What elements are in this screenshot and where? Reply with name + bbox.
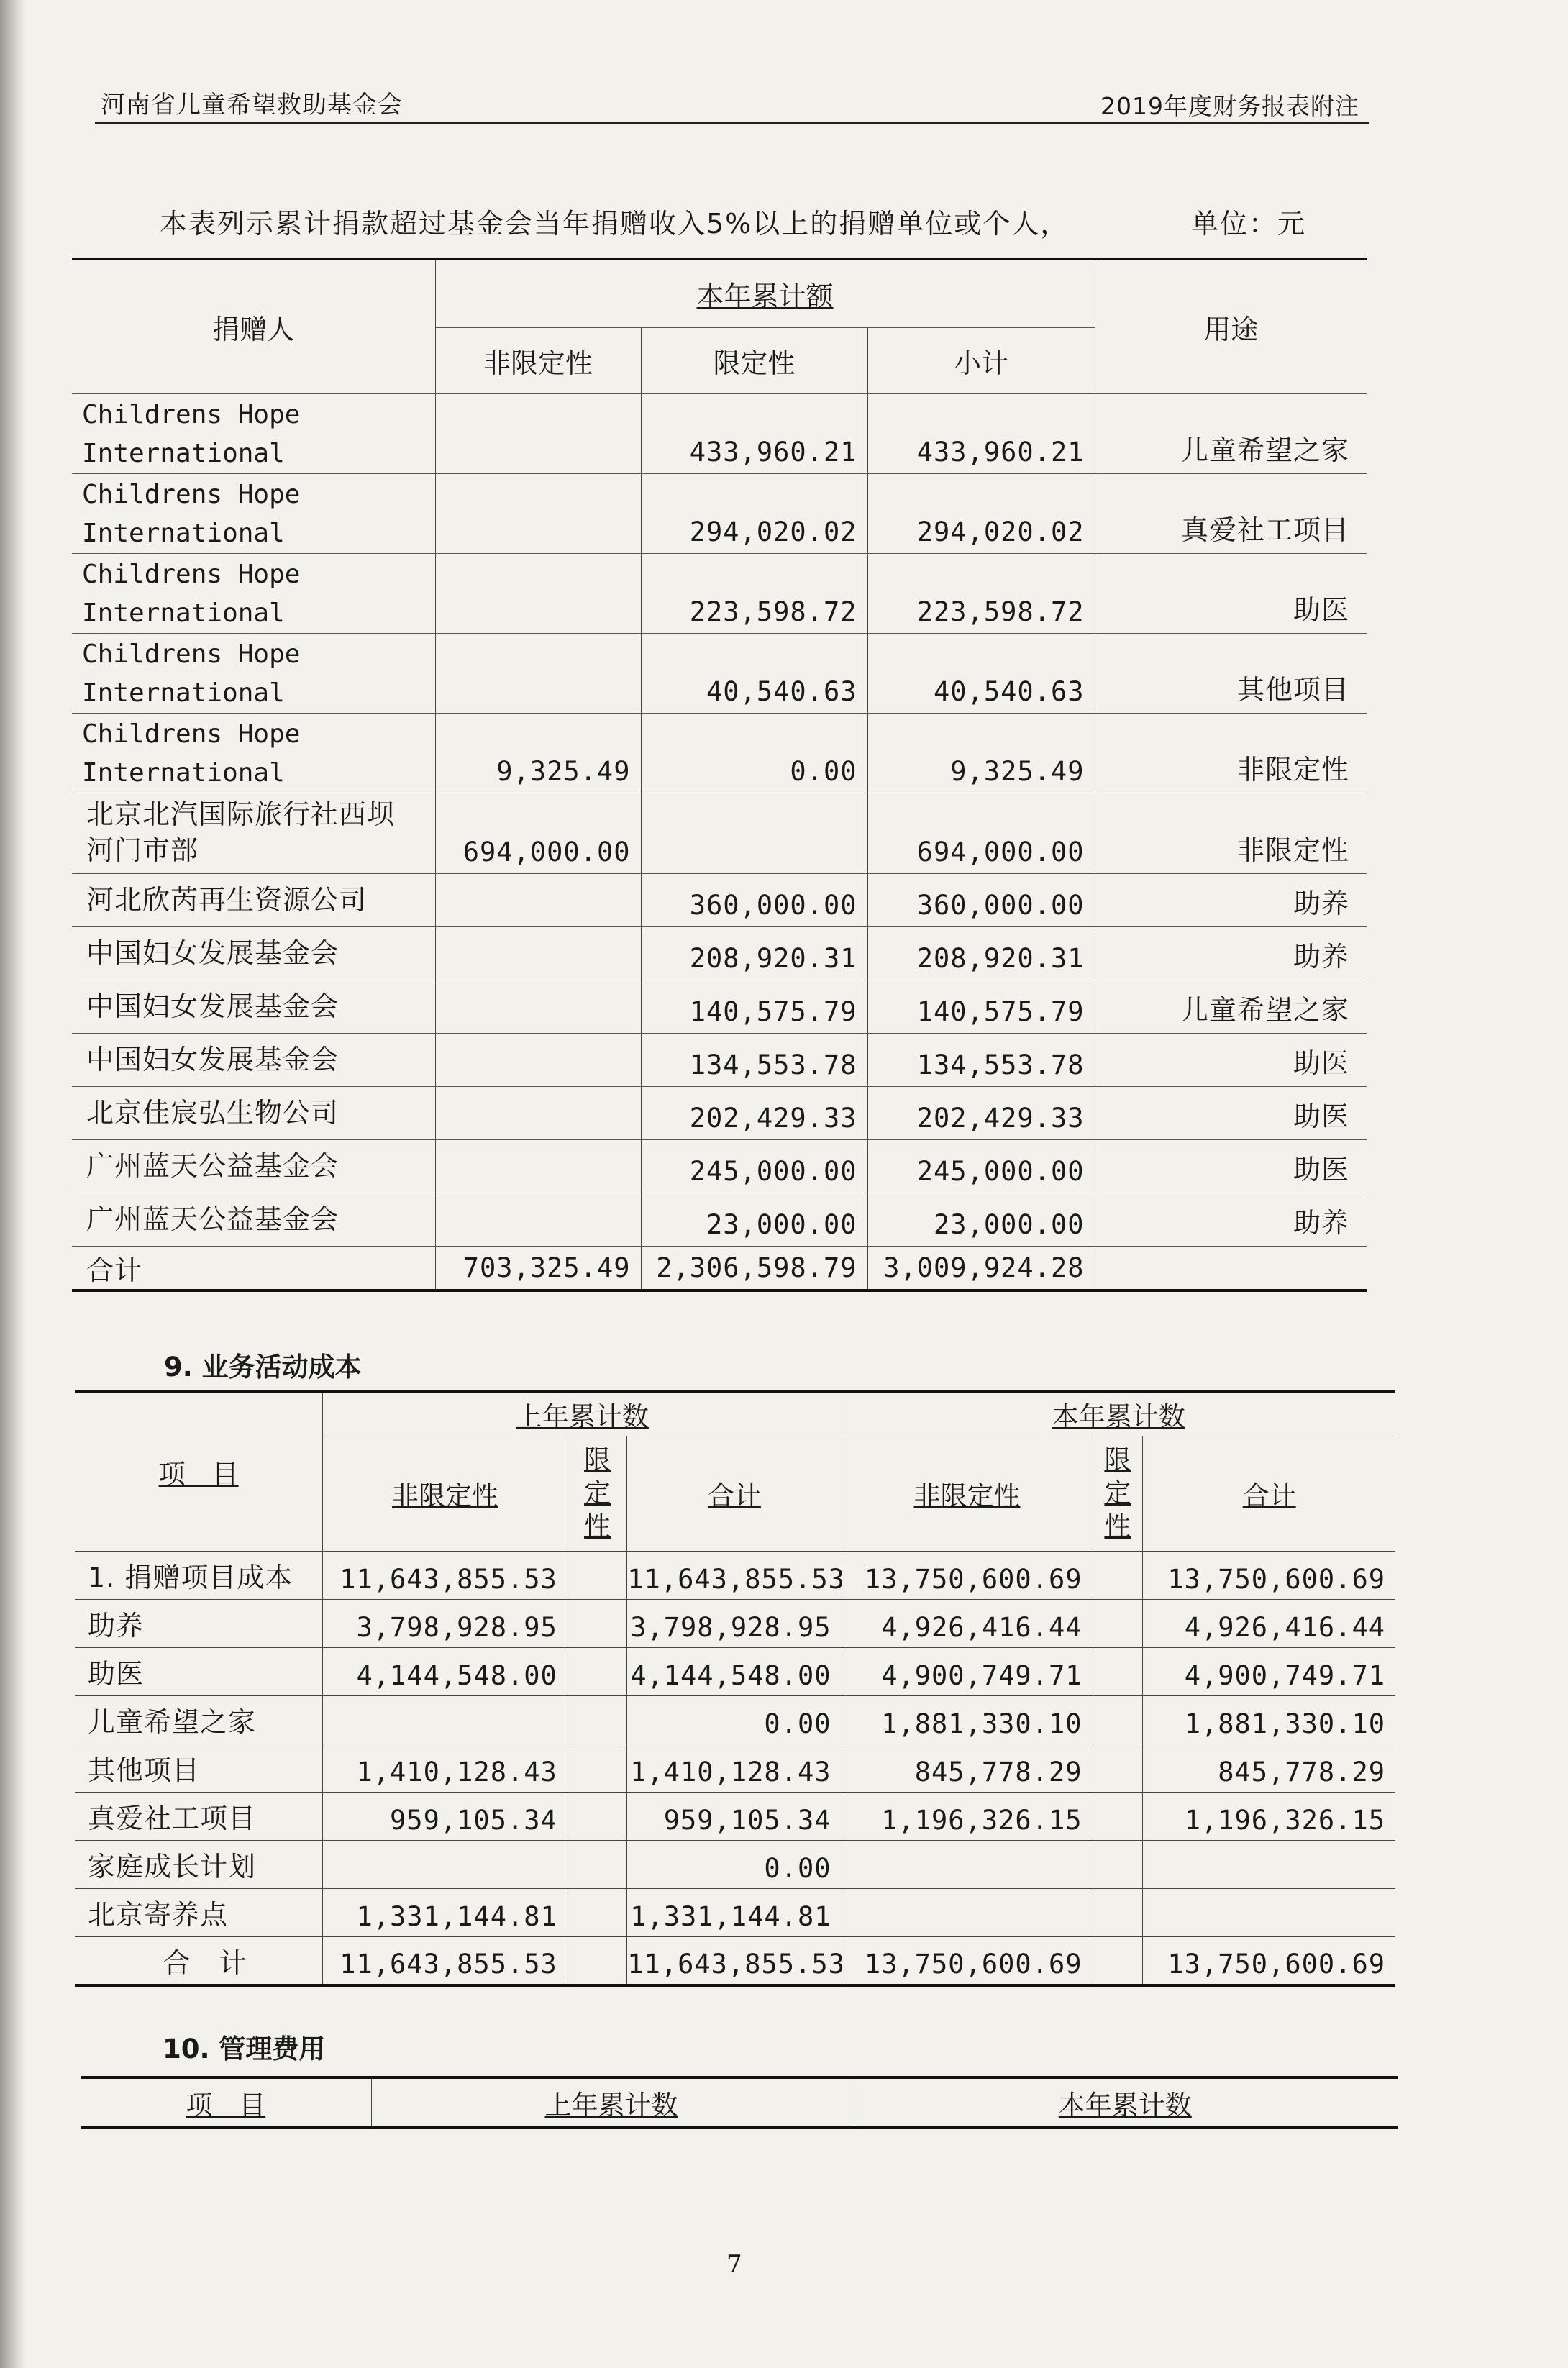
unrestricted-amount: 694,000.00 <box>435 793 641 873</box>
prev-total: 0.00 <box>627 1695 842 1744</box>
col-curr-unrestricted: 非限定性 <box>842 1436 1093 1551</box>
restricted-amount: 0.00 <box>641 713 867 793</box>
donor-name-line: International <box>82 757 285 788</box>
purpose: 助医 <box>1095 553 1367 633</box>
donor-name-line: International <box>82 438 285 468</box>
table-row <box>72 793 1367 873</box>
prev-unrestricted: 11,643,855.53 <box>323 1551 568 1599</box>
col-restricted: 限定性 <box>641 327 867 393</box>
prev-restricted <box>568 1647 626 1695</box>
purpose: 儿童希望之家 <box>1095 980 1367 1033</box>
unrestricted-amount <box>435 873 641 926</box>
donor-name-line: Childrens Hope <box>82 639 301 669</box>
col-subtotal: 小计 <box>867 327 1095 393</box>
unrestricted-amount <box>435 1033 641 1086</box>
intro-text: 本表列示累计捐款超过基金会当年捐赠收入5%以上的捐赠单位或个人， <box>160 208 1070 240</box>
total-prev-unrestricted: 11,643,855.53 <box>323 1936 568 1985</box>
table-row <box>75 1888 1395 1936</box>
curr-total <box>1143 1840 1395 1888</box>
table-row <box>75 1840 1395 1888</box>
table-row <box>72 926 1367 980</box>
col-curr-year: 本年累计数 <box>852 2077 1398 2128</box>
donor-name-line: Childrens Hope <box>82 399 301 429</box>
cost-item: 助医 <box>75 1647 323 1695</box>
management-expense-table <box>81 2076 1398 2129</box>
curr-unrestricted: 13,750,600.69 <box>842 1551 1093 1599</box>
donor-name <box>72 793 435 873</box>
total-prev-total: 11,643,855.53 <box>627 1936 842 1985</box>
prev-restricted <box>568 1695 626 1744</box>
donor-name <box>72 633 435 713</box>
donor-name-line: Childrens Hope <box>82 479 301 509</box>
donor-name <box>72 1139 435 1193</box>
curr-restricted <box>1093 1840 1143 1888</box>
restricted-amount: 245,000.00 <box>641 1139 867 1193</box>
subtotal-amount: 694,000.00 <box>867 793 1095 873</box>
col-purpose: 用途 <box>1095 259 1367 393</box>
curr-unrestricted: 1,881,330.10 <box>842 1695 1093 1744</box>
total-label: 合 计 <box>75 1936 323 1985</box>
subtotal-amount: 140,575.79 <box>867 980 1095 1033</box>
curr-restricted <box>1093 1647 1143 1695</box>
subtotal-amount: 245,000.00 <box>867 1139 1095 1193</box>
cost-item: 1. 捐赠项目成本 <box>75 1551 323 1599</box>
curr-unrestricted <box>842 1840 1093 1888</box>
donor-name-line: 北京北汽国际旅行社西坝 <box>86 798 396 830</box>
total-restricted: 2,306,598.79 <box>641 1246 867 1290</box>
subtotal-amount: 23,000.00 <box>867 1193 1095 1246</box>
prev-total: 959,105.34 <box>627 1792 842 1840</box>
purpose: 助养 <box>1095 1193 1367 1246</box>
purpose: 非限定性 <box>1095 793 1367 873</box>
table-row <box>75 1792 1395 1840</box>
prev-unrestricted: 1,410,128.43 <box>323 1744 568 1792</box>
total-unrestricted: 703,325.49 <box>435 1246 641 1290</box>
unrestricted-amount <box>435 926 641 980</box>
curr-restricted <box>1093 1888 1143 1936</box>
org-name: 河南省儿童希望救助基金会 <box>101 91 403 119</box>
restricted-amount: 202,429.33 <box>641 1086 867 1139</box>
curr-total: 4,926,416.44 <box>1143 1599 1395 1647</box>
page-number: 7 <box>726 2250 742 2279</box>
subtotal-amount: 294,020.02 <box>867 473 1095 553</box>
curr-restricted <box>1093 1695 1143 1744</box>
purpose: 真爱社工项目 <box>1095 473 1367 553</box>
table-row <box>72 553 1367 633</box>
donor-name-line: 中国妇女发展基金会 <box>86 937 339 969</box>
curr-restricted <box>1093 1599 1143 1647</box>
table-row <box>72 980 1367 1033</box>
col-item: 项 目 <box>75 1391 323 1551</box>
donations-table <box>72 258 1367 1292</box>
donor-name-line: 河北欣芮再生资源公司 <box>86 884 368 916</box>
donor-name <box>72 1033 435 1086</box>
donations-table-body <box>72 393 1367 1290</box>
total-purpose <box>1095 1246 1367 1290</box>
prev-unrestricted: 959,105.34 <box>323 1792 568 1840</box>
subtotal-amount: 223,598.72 <box>867 553 1095 633</box>
table-row <box>72 1033 1367 1086</box>
unrestricted-amount <box>435 553 641 633</box>
prev-unrestricted <box>323 1840 568 1888</box>
donor-name <box>72 1193 435 1246</box>
curr-restricted <box>1093 1551 1143 1599</box>
col-donor: 捐赠人 <box>72 259 435 393</box>
curr-unrestricted: 1,196,326.15 <box>842 1792 1093 1840</box>
report-title: 2019年度财务报表附注 <box>1100 92 1359 120</box>
subtotal-amount: 9,325.49 <box>867 713 1095 793</box>
prev-unrestricted: 1,331,144.81 <box>323 1888 568 1936</box>
total-label: 合计 <box>72 1246 435 1290</box>
donor-name-line: International <box>82 598 285 628</box>
col-curr-restricted: 限定性 <box>1093 1436 1143 1551</box>
cost-item: 真爱社工项目 <box>75 1792 323 1840</box>
restricted-amount: 433,960.21 <box>641 393 867 473</box>
curr-total: 13,750,600.69 <box>1143 1551 1395 1599</box>
purpose: 助养 <box>1095 926 1367 980</box>
restricted-amount: 23,000.00 <box>641 1193 867 1246</box>
purpose: 助医 <box>1095 1033 1367 1086</box>
header-rule <box>95 122 1369 124</box>
unrestricted-amount <box>435 1193 641 1246</box>
table-row <box>72 873 1367 926</box>
col-prev-restricted: 限定性 <box>568 1436 626 1551</box>
table-row <box>72 393 1367 473</box>
prev-restricted <box>568 1551 626 1599</box>
table-row <box>75 1599 1395 1647</box>
total-curr-total: 13,750,600.69 <box>1143 1936 1395 1985</box>
restricted-amount: 140,575.79 <box>641 980 867 1033</box>
col-curr-year: 本年累计数 <box>842 1391 1395 1436</box>
donor-name-line: 河门市部 <box>86 834 199 866</box>
prev-restricted <box>568 1744 626 1792</box>
section-10-title: 10. 管理费用 <box>163 2034 326 2064</box>
prev-total: 4,144,548.00 <box>627 1647 842 1695</box>
prev-unrestricted: 4,144,548.00 <box>323 1647 568 1695</box>
table-row <box>75 1551 1395 1599</box>
restricted-amount: 294,020.02 <box>641 473 867 553</box>
restricted-amount: 208,920.31 <box>641 926 867 980</box>
prev-restricted <box>568 1840 626 1888</box>
cost-item: 北京寄养点 <box>75 1888 323 1936</box>
cost-item: 助养 <box>75 1599 323 1647</box>
donor-name-line: International <box>82 518 285 548</box>
table-row <box>72 713 1367 793</box>
donor-name-line: International <box>82 678 285 708</box>
table-row <box>72 1193 1367 1246</box>
prev-restricted <box>568 1599 626 1647</box>
prev-total: 0.00 <box>627 1840 842 1888</box>
donor-name-line: Childrens Hope <box>82 559 301 589</box>
prev-unrestricted <box>323 1695 568 1744</box>
col-curr-total: 合计 <box>1143 1436 1395 1551</box>
total-curr-restricted <box>1093 1936 1143 1985</box>
curr-restricted <box>1093 1792 1143 1840</box>
donor-name <box>72 873 435 926</box>
restricted-amount: 134,553.78 <box>641 1033 867 1086</box>
donor-name-line: 中国妇女发展基金会 <box>86 991 339 1022</box>
purpose: 助养 <box>1095 873 1367 926</box>
cost-item: 家庭成长计划 <box>75 1840 323 1888</box>
donor-name-line: 广州蓝天公益基金会 <box>86 1203 339 1235</box>
table-row <box>75 1647 1395 1695</box>
prev-restricted <box>568 1888 626 1936</box>
table-row <box>72 473 1367 553</box>
curr-total: 1,881,330.10 <box>1143 1695 1395 1744</box>
prev-unrestricted: 3,798,928.95 <box>323 1599 568 1647</box>
table-row <box>75 1744 1395 1792</box>
col-unrestricted: 非限定性 <box>435 327 641 393</box>
total-curr-unrestricted: 13,750,600.69 <box>842 1936 1093 1985</box>
table-row <box>72 633 1367 713</box>
business-cost-table <box>75 1390 1395 1987</box>
col-prev-total: 合计 <box>627 1436 842 1551</box>
purpose: 儿童希望之家 <box>1095 393 1367 473</box>
restricted-amount: 360,000.00 <box>641 873 867 926</box>
donor-name <box>72 393 435 473</box>
unrestricted-amount <box>435 980 641 1033</box>
total-row <box>75 1936 1395 1985</box>
restricted-amount: 40,540.63 <box>641 633 867 713</box>
restricted-amount <box>641 793 867 873</box>
purpose: 其他项目 <box>1095 633 1367 713</box>
business-cost-table-body <box>75 1551 1395 1985</box>
donor-name <box>72 980 435 1033</box>
col-item: 项 目 <box>81 2077 371 2128</box>
prev-total: 1,410,128.43 <box>627 1744 842 1792</box>
purpose: 非限定性 <box>1095 713 1367 793</box>
total-prev-restricted <box>568 1936 626 1985</box>
total-subtotal: 3,009,924.28 <box>867 1246 1095 1290</box>
curr-total: 845,778.29 <box>1143 1744 1395 1792</box>
donor-name <box>72 1086 435 1139</box>
purpose: 助医 <box>1095 1139 1367 1193</box>
subtotal-amount: 433,960.21 <box>867 393 1095 473</box>
donor-name-line: 北京佳宸弘生物公司 <box>86 1097 339 1129</box>
curr-unrestricted <box>842 1888 1093 1936</box>
unrestricted-amount: 9,325.49 <box>435 713 641 793</box>
prev-total: 1,331,144.81 <box>627 1888 842 1936</box>
table-row <box>75 1695 1395 1744</box>
unrestricted-amount <box>435 473 641 553</box>
subtotal-amount: 202,429.33 <box>867 1086 1095 1139</box>
unrestricted-amount <box>435 393 641 473</box>
donor-name <box>72 553 435 633</box>
donor-name <box>72 473 435 553</box>
unrestricted-amount <box>435 633 641 713</box>
table-row <box>72 1139 1367 1193</box>
purpose: 助医 <box>1095 1086 1367 1139</box>
col-prev-year: 上年累计数 <box>323 1391 842 1436</box>
total-row <box>72 1246 1367 1290</box>
curr-restricted <box>1093 1744 1143 1792</box>
col-prev-unrestricted: 非限定性 <box>323 1436 568 1551</box>
donor-name-line: 中国妇女发展基金会 <box>86 1044 339 1075</box>
col-prev-year: 上年累计数 <box>371 2077 852 2128</box>
subtotal-amount: 208,920.31 <box>867 926 1095 980</box>
unit-label: 单位：元 <box>1191 208 1307 240</box>
subtotal-amount: 360,000.00 <box>867 873 1095 926</box>
section-9-title: 9. 业务活动成本 <box>164 1352 362 1383</box>
curr-unrestricted: 4,926,416.44 <box>842 1599 1093 1647</box>
col-current-year: 本年累计额 <box>435 259 1095 327</box>
donor-name <box>72 926 435 980</box>
donor-name <box>72 713 435 793</box>
curr-total: 1,196,326.15 <box>1143 1792 1395 1840</box>
unrestricted-amount <box>435 1139 641 1193</box>
page-edge-shadow <box>0 0 26 2368</box>
restricted-amount: 223,598.72 <box>641 553 867 633</box>
table-row <box>72 1086 1367 1139</box>
cost-item: 儿童希望之家 <box>75 1695 323 1744</box>
cost-item: 其他项目 <box>75 1744 323 1792</box>
curr-unrestricted: 4,900,749.71 <box>842 1647 1093 1695</box>
unrestricted-amount <box>435 1086 641 1139</box>
subtotal-amount: 40,540.63 <box>867 633 1095 713</box>
curr-total <box>1143 1888 1395 1936</box>
prev-total: 11,643,855.53 <box>627 1551 842 1599</box>
curr-unrestricted: 845,778.29 <box>842 1744 1093 1792</box>
donor-name-line: Childrens Hope <box>82 719 301 749</box>
curr-total: 4,900,749.71 <box>1143 1647 1395 1695</box>
prev-total: 3,798,928.95 <box>627 1599 842 1647</box>
subtotal-amount: 134,553.78 <box>867 1033 1095 1086</box>
donor-name-line: 广州蓝天公益基金会 <box>86 1150 339 1182</box>
prev-restricted <box>568 1792 626 1840</box>
